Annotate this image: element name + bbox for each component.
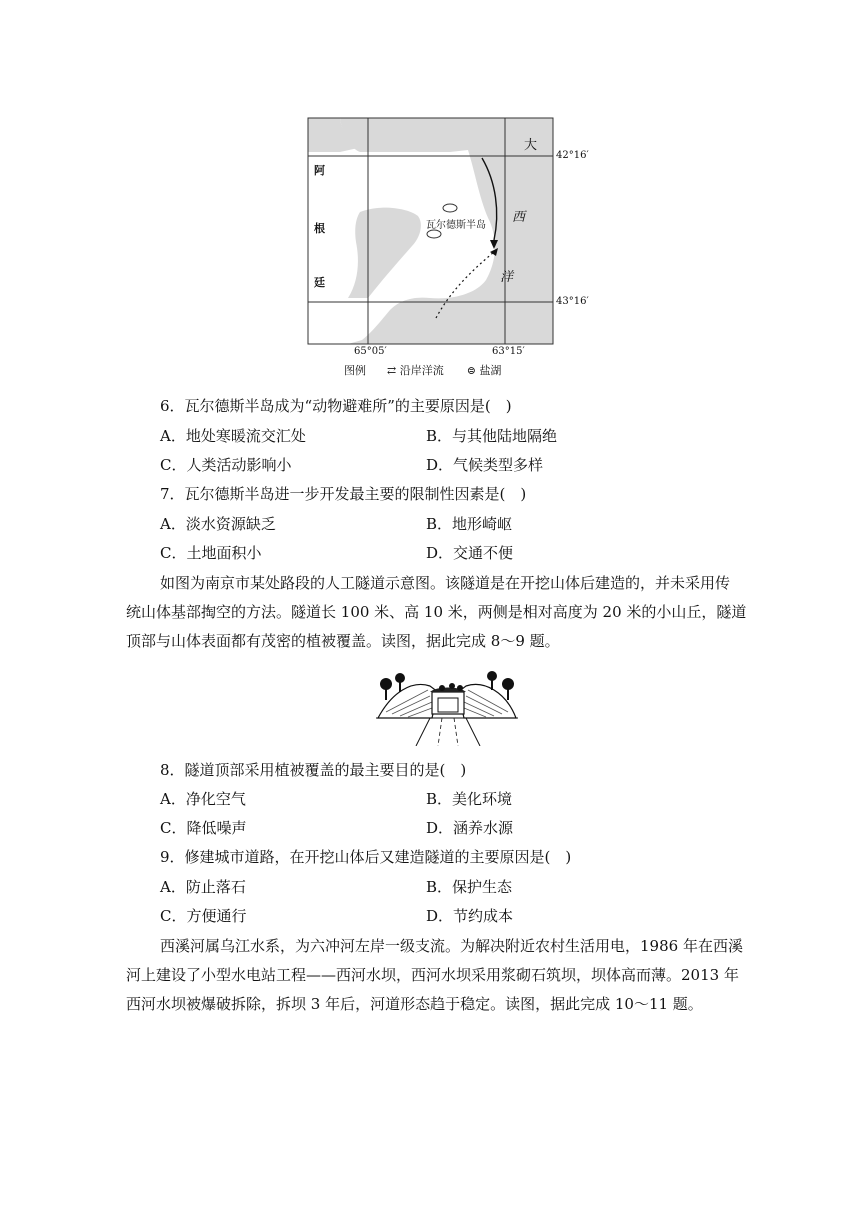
map-label-peninsula: 瓦尔德斯半岛	[426, 220, 486, 231]
map-label-ocean-2: 西	[512, 210, 526, 225]
map-figure	[300, 112, 589, 382]
map-label-country-1: 阿	[314, 164, 325, 177]
q6-option-d[interactable]: D．气候类型多样	[426, 456, 544, 474]
q9-stem: 9．修建城市道路，在开挖山体后又建造隧道的主要原因是( )	[160, 848, 572, 866]
q9-option-d[interactable]: D．节约成本	[426, 907, 514, 925]
q8-stem: 8．隧道顶部采用植被覆盖的最主要目的是( )	[160, 761, 467, 779]
lon-label-left: 65°05′	[354, 346, 387, 357]
q9-option-a[interactable]: A．防止落石	[160, 878, 246, 896]
tunnel-figure	[372, 662, 522, 746]
q8-option-b[interactable]: B．美化环境	[426, 790, 513, 808]
tunnel-diagram	[372, 662, 522, 746]
map-legend	[344, 362, 501, 378]
lon-label-right: 63°15′	[492, 346, 525, 357]
q7-option-b[interactable]: B．地形崎岖	[426, 515, 513, 533]
legend-lake-icon: ⊜	[466, 364, 476, 377]
legend-lake-label: 盐湖	[479, 364, 502, 377]
passage2-line3: 西河水坝被爆破拆除，拆坝 3 年后，河道形态趋于稳定。读图，据此完成 10～11 题。	[126, 995, 703, 1013]
map-label-country-3: 廷	[314, 276, 325, 289]
q8-option-c[interactable]: C．降低噪声	[160, 819, 247, 837]
q6-option-b[interactable]: B．与其他陆地隔绝	[426, 427, 558, 445]
q6-stem: 6．瓦尔德斯半岛成为“动物避难所”的主要原因是( )	[160, 397, 512, 415]
passage1-line3: 顶部与山体表面都有茂密的植被覆盖。读图，据此完成 8～9 题。	[126, 632, 560, 650]
q9-option-c[interactable]: C．方便通行	[160, 907, 247, 925]
q7-option-a[interactable]: A．淡水资源缺乏	[160, 515, 276, 533]
legend-current-label: 沿岸洋流	[399, 364, 444, 377]
map-label-ocean-1: 大	[524, 138, 538, 153]
q7-option-d[interactable]: D．交通不便	[426, 544, 514, 562]
lat-label-top: 42°16′	[556, 150, 589, 161]
passage2-line2: 河上建设了小型水电站工程——西河水坝，西河水坝采用浆砌石筑坝，坝体高而薄。2013 年	[126, 966, 739, 984]
q6-option-a[interactable]: A．地处寒暖流交汇处	[160, 427, 306, 445]
map-label-country-2: 根	[314, 222, 325, 235]
q6-option-c[interactable]: C．人类活动影响小	[160, 456, 292, 474]
q8-option-a[interactable]: A．净化空气	[160, 790, 246, 808]
map-label-ocean-3: 洋	[500, 270, 514, 285]
q8-option-d[interactable]: D．涵养水源	[426, 819, 514, 837]
passage2-line1: 西溪河属乌江水系，为六冲河左岸一级支流。为解决附近农村生活用电，1986 年在西溪	[160, 937, 743, 955]
q7-stem: 7．瓦尔德斯半岛进一步开发最主要的限制性因素是( )	[160, 485, 527, 503]
legend-current-icon: ⇄	[387, 364, 397, 377]
lat-label-bottom: 43°16′	[556, 296, 589, 307]
legend-title: 图例	[344, 364, 366, 377]
q7-option-c[interactable]: C．土地面积小	[160, 544, 262, 562]
passage1-line2: 统山体基部掏空的方法。隧道长 100 米、高 10 米，两侧是相对高度为 20 米的小山丘，隧道	[126, 603, 747, 621]
passage1-line1: 如图为南京市某处路段的人工隧道示意图。该隧道是在开挖山体后建造的，并未采用传	[160, 574, 731, 592]
q9-option-b[interactable]: B．保护生态	[426, 878, 513, 896]
